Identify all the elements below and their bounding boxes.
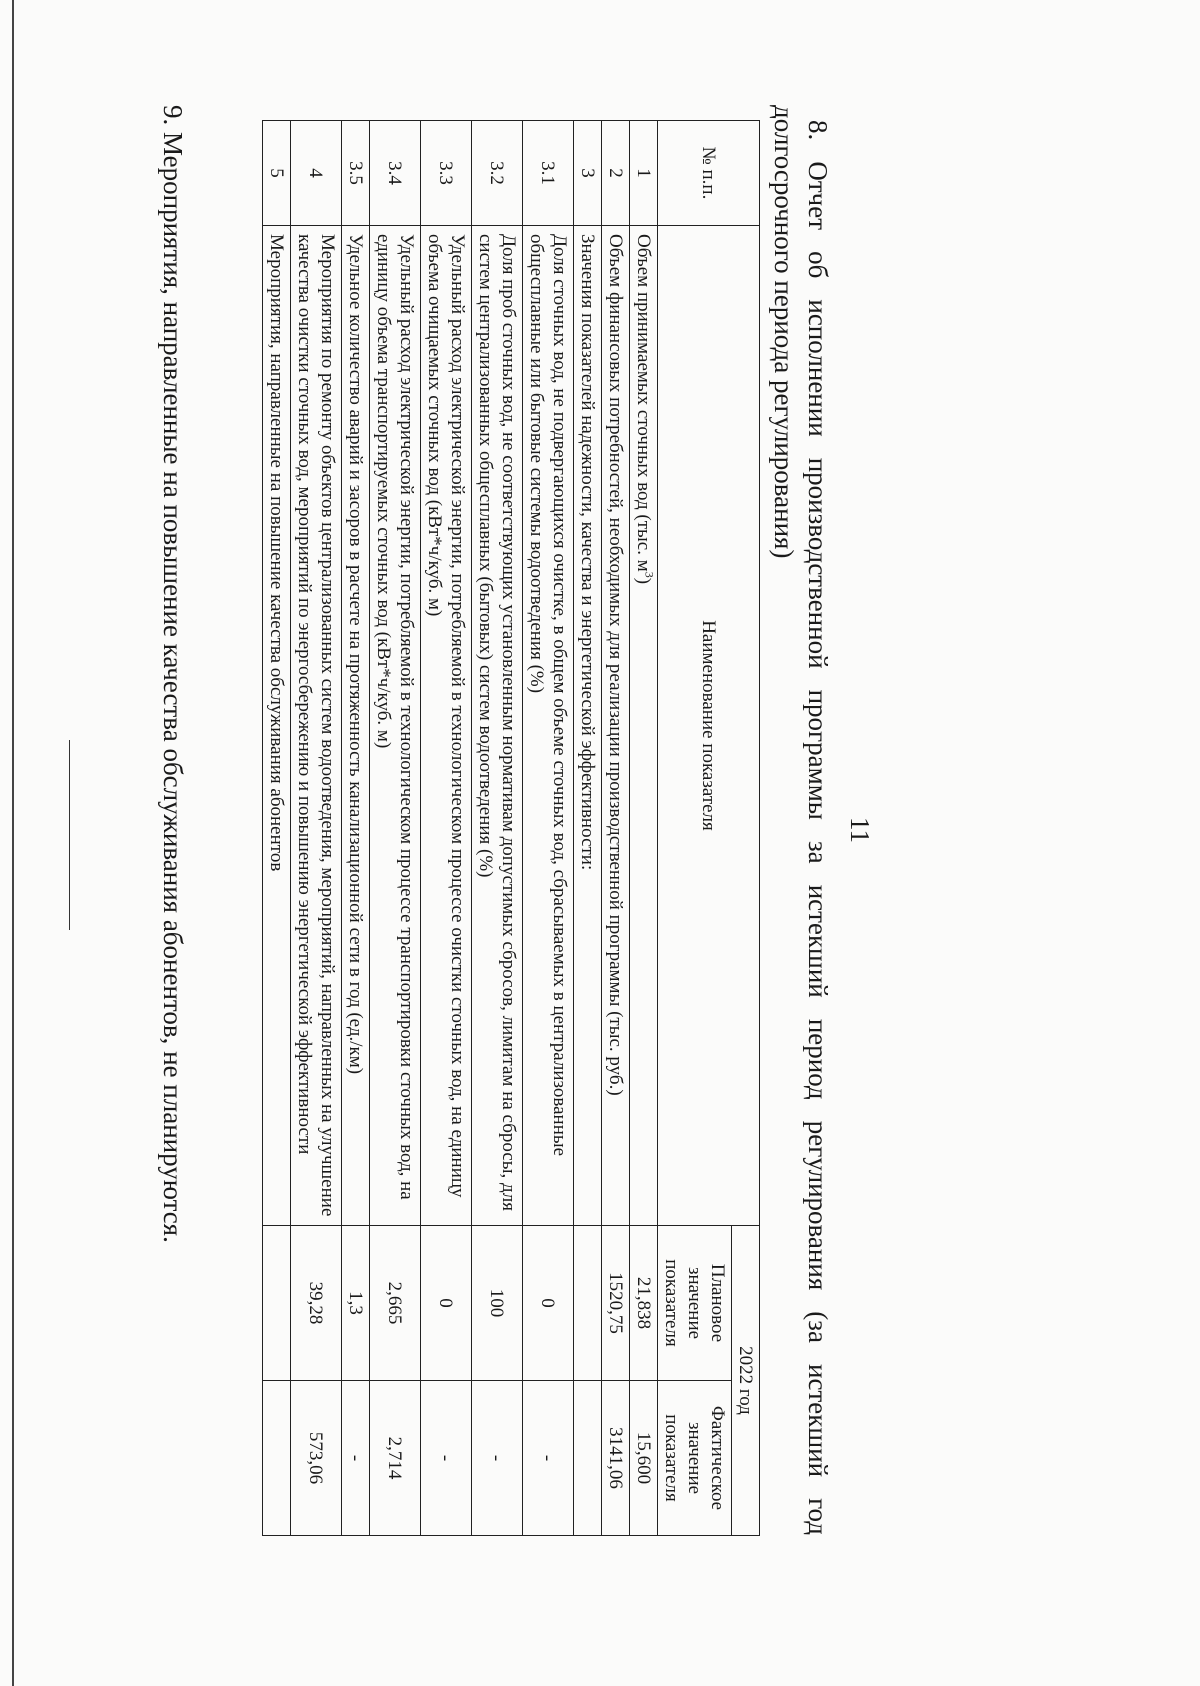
row-name: Объем финансовых потребностей, необходимых для реализации производственной программы (тыс. руб.) (602, 226, 630, 1226)
page-number: 11 (845, 817, 875, 843)
row-fact: 3141,06 (602, 1381, 630, 1536)
row-name (630, 226, 658, 1226)
row-name-text: Объем принимаемых сточных вод (тыс. м (633, 234, 654, 572)
row-fact: 15,600 (630, 1381, 658, 1536)
row-fact: - (472, 1381, 523, 1536)
row-plan: 2,665 (370, 1226, 421, 1381)
row-fact: - (421, 1381, 472, 1536)
table-row (421, 121, 472, 1536)
row-plan: 0 (523, 1226, 574, 1381)
header-plan: Плановое значение показателя (658, 1226, 732, 1381)
row-num: 3.4 (370, 121, 421, 226)
table-row (523, 121, 574, 1536)
row-fact: - (523, 1381, 574, 1536)
row-name: Удельное количество аварий и засоров в расчете на протяженность канализационной сети в год (ед./км) (342, 226, 370, 1226)
row-name: Удельный расход электрической энергии, потребляемой в технологическом процессе очистки сточных вод, на единицу объема очищаемых сточных вод (кВт*ч/куб. м) (421, 226, 472, 1226)
row-name-tail: ) (633, 577, 654, 585)
row-plan (263, 1226, 291, 1381)
row-fact: 2,714 (370, 1381, 421, 1536)
row-num: 3.5 (342, 121, 370, 226)
section-heading: 8. Отчет об исполнении производственной программы за истекший период регулирования (за истекший год долгосрочного периода регулирования) (769, 105, 833, 1535)
table-row (263, 121, 291, 1536)
row-name: Доля проб сточных вод, не соответствующих установленным нормативам допустимых сбросов, лимитам на сбросы, для систем централизованных общесплавных (бытовых) систем водоотведения (%) (472, 226, 523, 1226)
row-plan: 39,28 (291, 1226, 342, 1381)
table-row (602, 121, 630, 1536)
row-num: 3.3 (421, 121, 472, 226)
row-num: 3.2 (472, 121, 523, 226)
row-num: 4 (291, 121, 342, 226)
row-plan: 21,838 (630, 1226, 658, 1381)
row-num: 1 (630, 121, 658, 226)
header-year: 2022 год (732, 1226, 760, 1536)
row-plan: 0 (421, 1226, 472, 1381)
table-row (630, 121, 658, 1536)
header-name: Наименование показателя (658, 226, 760, 1226)
row-plan: 100 (472, 1226, 523, 1381)
row-name: Значения показателей надежности, качества и энергетической эффективности: (574, 226, 602, 1226)
row-name: Мероприятия, направленные на повышение качества обслуживания абонентов (263, 226, 291, 1226)
report-table (262, 120, 760, 1536)
row-num: 2 (602, 121, 630, 226)
rotated-content (115, 50, 1145, 1610)
row-num: 5 (263, 121, 291, 226)
row-fact (263, 1381, 291, 1536)
row-num: 3 (574, 121, 602, 226)
row-fact (574, 1381, 602, 1536)
row-plan: 1520,75 (602, 1226, 630, 1381)
header-fact: Фактическое значение показателя (658, 1381, 732, 1536)
row-fact: 573,06 (291, 1381, 342, 1536)
scan-edge-line (12, 0, 14, 1686)
table-header-row (732, 121, 760, 1536)
row-plan: 1,3 (342, 1226, 370, 1381)
table-row (574, 121, 602, 1536)
table-row (291, 121, 342, 1536)
footer-note: 9. Мероприятия, направленные на повышение качества обслуживания абонентов, не планируются. (158, 105, 188, 1243)
unit-superscript: 3 (642, 571, 657, 578)
row-num: 3.1 (523, 121, 574, 226)
row-name: Мероприятия по ремонту объектов централизованных систем водоотведения, мероприятий, направленных на улучшение качества очистки сточных вод, мероприятий по энергосбережению и повышению энергетической эффективности (291, 226, 342, 1226)
table-row (342, 121, 370, 1536)
table-row (472, 121, 523, 1536)
row-name: Доля сточных вод, не подвергающихся очистке, в общем объеме сточных вод, сбрасываемых в централизованные общесплавные или бытовые системы водоотведения (%) (523, 226, 574, 1226)
header-num: № п.п. (658, 121, 760, 226)
horizontal-rule (69, 740, 70, 930)
row-fact: - (342, 1381, 370, 1536)
row-name: Удельный расход электрической энергии, потребляемой в технологическом процессе транспортировки сточных вод, на единицу объема транспортируемых сточных вод (кВт*ч/куб. м) (370, 226, 421, 1226)
table-row (370, 121, 421, 1536)
row-plan (574, 1226, 602, 1381)
